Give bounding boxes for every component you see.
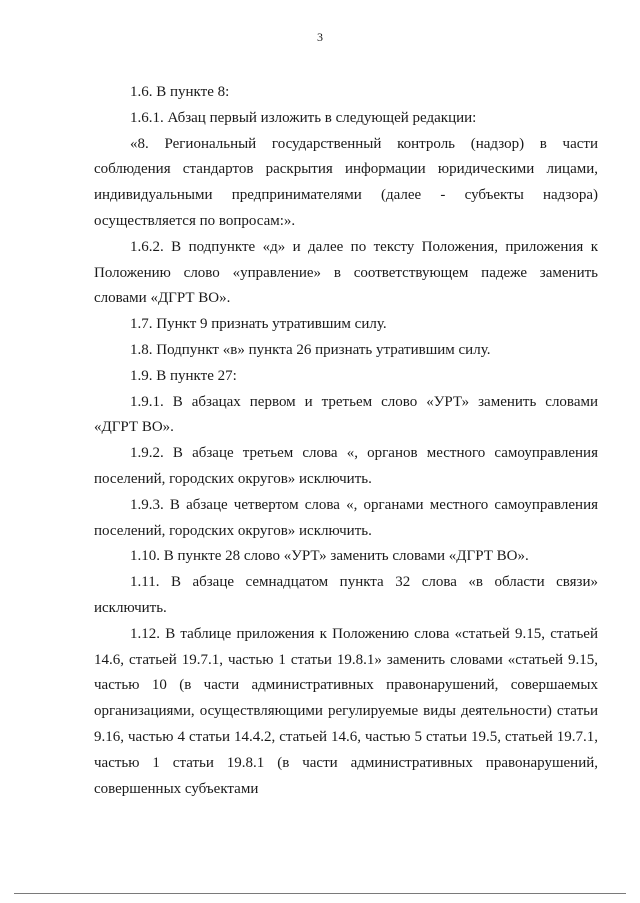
paragraph-1-12: 1.12. В таблице приложения к Положению слова «статьей 9.15, статьей 14.6, статьей 19.7.1, частью 1 статьи 19.8.1» заменить словами «статьей 9.15, частью 10 (в части административных правонарушений, совершаемых организациями, осуществляющими регулируемые виды деятельности) статьи 9.16, частью 4 статьи 14.4.2, статьей 14.6, частью 5 статьи 19.5, статьей 19.7.1, частью 1 статьи 19.8.1 (в части административных правонарушений, совершенных субъектами <box>94 625 598 797</box>
paragraph-1-6-2: 1.6.2. В подпункте «д» и далее по тексту Положения, приложения к Положению слово «управление» в соответствующем падеже заменить словами «ДГРТ ВО». <box>94 238 598 307</box>
paragraph-1-6-1: 1.6.1. Абзац первый изложить в следующей редакции: <box>130 109 477 126</box>
paragraph-1-7: 1.7. Пункт 9 признать утратившим силу. <box>130 316 387 333</box>
paragraph-1-8: 1.8. Подпункт «в» пункта 26 признать утратившим силу. <box>130 341 491 358</box>
paragraph-1-11: 1.11. В абзаце семнадцатом пункта 32 слова «в области связи» исключить. <box>94 574 598 616</box>
paragraph-1-9: 1.9. В пункте 27: <box>130 367 237 384</box>
paragraph-1-9-1: 1.9.1. В абзацах первом и третьем слово «УРТ» заменить словами «ДГРТ ВО». <box>94 393 598 436</box>
paragraph-quote-8: «8. Региональный государственный контроль (надзор) в части соблюдения стандартов раскрытия информации юридическими лицами, индивидуальными предпринимателями (далее - субъекты надзора) осуществляется по вопросам:». <box>94 135 598 229</box>
paragraph-1-6: 1.6. В пункте 8: <box>130 84 230 100</box>
page-bottom-border <box>14 893 626 894</box>
page-number: 3 <box>317 30 323 44</box>
paragraph-1-9-3: 1.9.3. В абзаце четвертом слова «, органами местного самоуправления поселений, городских округов» исключить. <box>94 496 598 539</box>
document-body <box>94 80 598 802</box>
paragraph-1-9-2: 1.9.2. В абзаце третьем слова «, органов местного самоуправления поселений, городских округов» исключить. <box>94 445 598 487</box>
paragraph-1-10: 1.10. В пункте 28 слово «УРТ» заменить словами «ДГРТ ВО». <box>130 548 529 565</box>
